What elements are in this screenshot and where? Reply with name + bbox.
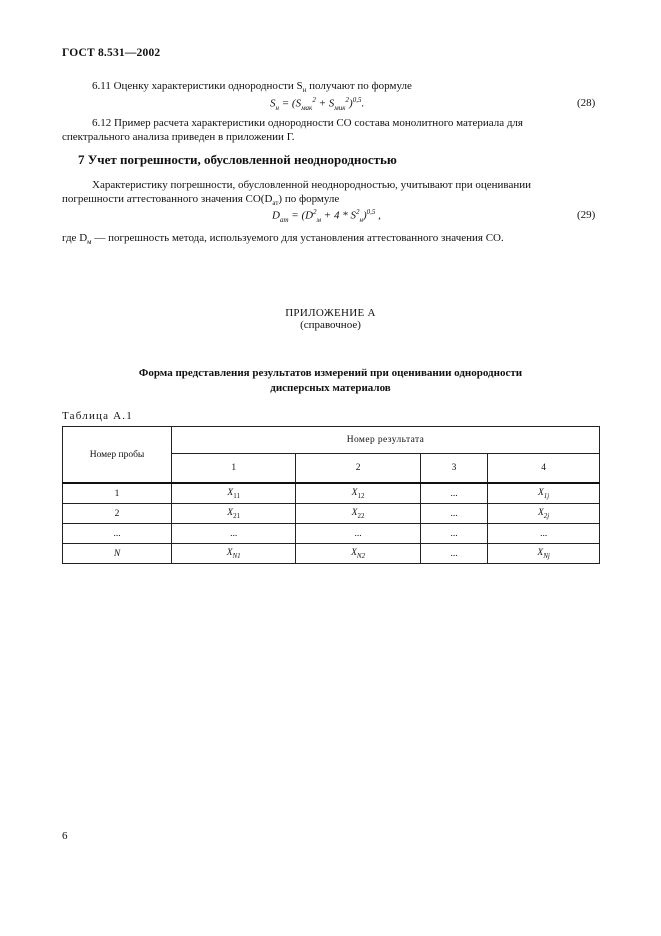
equation-number-28: (28) — [577, 97, 596, 109]
result-cell — [172, 524, 296, 544]
eq-superscript: 2 — [312, 96, 316, 104]
cell-symbol: ... — [230, 528, 238, 539]
result-cell — [488, 483, 600, 504]
cell-symbol: X — [537, 507, 544, 518]
page-number: 6 — [62, 830, 68, 842]
where-text: где D — [62, 232, 88, 244]
sample-cell: ... — [63, 524, 172, 544]
equation-number-29: (29) — [577, 209, 596, 221]
eq-superscript: 2 — [313, 208, 317, 216]
eq-subscript: мик — [334, 103, 346, 112]
cell-symbol: X — [227, 487, 234, 498]
eq-subscript: н — [359, 215, 363, 224]
result-cell — [172, 483, 296, 504]
eq-superscript: 0,5 — [352, 96, 362, 104]
table-row — [63, 524, 600, 544]
cell-subscript: 1j — [543, 491, 550, 500]
eq-symbol: D — [272, 209, 280, 222]
eq-text: , — [375, 209, 381, 222]
eq-text: = (D — [288, 209, 314, 222]
paragraph-6-12-line1: 6.12 Пример расчета характеристики однородности СО состава монолитного материала для — [92, 117, 523, 129]
subscript: м — [87, 238, 92, 247]
header-result-4: 4 — [488, 454, 600, 484]
equation-29 — [272, 208, 381, 224]
table-row — [63, 504, 600, 524]
paragraph-text: 6.11 Оценку характеристики однородности S — [92, 80, 303, 92]
result-cell — [296, 504, 420, 524]
eq-text: + 4 * S — [321, 209, 356, 222]
cell-subscript: 12 — [357, 491, 365, 500]
where-clause — [62, 231, 504, 249]
eq-subscript: м — [316, 215, 322, 224]
result-cell — [296, 483, 420, 504]
section-7-title: 7 Учет погрешности, обусловленной неоднородностью — [78, 152, 397, 167]
equation-28 — [270, 96, 364, 112]
table-caption: Таблица А.1 — [62, 410, 133, 422]
result-cell — [172, 504, 296, 524]
cell-symbol: X — [226, 547, 233, 558]
cell-subscript: 11 — [233, 491, 240, 500]
result-cell: ... — [420, 544, 487, 564]
subscript: н — [302, 86, 307, 95]
eq-text: = (S — [278, 97, 302, 110]
paragraph-7-line1: Характеристику погрешности, обусловленной неоднородностью, учитывают при оценивании — [92, 179, 532, 191]
cell-symbol: X — [227, 507, 234, 518]
paragraph-text: получают по формуле — [306, 80, 412, 92]
eq-superscript: 0,5 — [366, 208, 376, 216]
appendix-title: ПРИЛОЖЕНИЕ А — [285, 307, 376, 319]
eq-symbol: S — [270, 97, 276, 110]
paragraph-text: погрешности аттестованного значения СО(D — [62, 193, 273, 205]
header-result-1: 1 — [172, 454, 296, 484]
cell-symbol: X — [351, 487, 358, 498]
cell-subscript: 21 — [233, 511, 241, 520]
eq-text: ) — [349, 97, 353, 110]
paragraph-6-12-line2: спектрального анализа приведен в приложении Г. — [62, 131, 295, 143]
table-row — [63, 544, 600, 564]
result-cell — [488, 504, 600, 524]
paragraph-6-11 — [92, 79, 412, 97]
eq-text: + S — [315, 97, 335, 110]
eq-text: . — [361, 97, 365, 110]
appendix-heading-line2: дисперсных материалов — [270, 382, 391, 394]
sample-cell: 1 — [63, 483, 172, 504]
eq-text: ) — [362, 209, 367, 222]
result-cell: ... — [420, 524, 487, 544]
cell-subscript: N1 — [232, 551, 241, 560]
sample-cell: N — [63, 544, 172, 564]
cell-symbol: X — [351, 547, 357, 558]
document-header: ГОСТ 8.531—2002 — [62, 47, 161, 59]
cell-subscript: 2j — [543, 511, 550, 520]
header-result-3: 3 — [420, 454, 487, 484]
appendix-heading-line1: Форма представления результатов измерений при оценивании однородности — [138, 367, 523, 379]
cell-symbol: ... — [540, 528, 548, 539]
eq-superscript: 2 — [355, 208, 360, 216]
cell-subscript: 22 — [357, 511, 365, 520]
eq-subscript: мак — [301, 103, 313, 112]
eq-subscript: ат — [279, 215, 289, 224]
header-result-number: Номер результата — [172, 427, 600, 454]
subscript: ат — [272, 199, 279, 208]
sample-cell: 2 — [63, 504, 172, 524]
appendix-subtitle: (справочное) — [300, 319, 361, 331]
cell-symbol: X — [351, 507, 358, 518]
cell-symbol: ... — [354, 528, 362, 539]
result-cell: ... — [420, 483, 487, 504]
where-text: — погрешность метода, используемого для установления аттестованного значения СО. — [91, 232, 504, 244]
header-sample-number: Номер пробы — [63, 427, 172, 484]
result-cell — [296, 524, 420, 544]
header-result-2: 2 — [296, 454, 420, 484]
result-cell — [488, 524, 600, 544]
result-cell — [296, 544, 420, 564]
table-row — [63, 483, 600, 504]
cell-subscript: N2 — [356, 551, 366, 560]
paragraph-text: ) по формуле — [278, 193, 340, 205]
eq-superscript: 2 — [345, 96, 350, 104]
result-cell: ... — [420, 504, 487, 524]
result-cell — [488, 544, 600, 564]
result-cell — [172, 544, 296, 564]
cell-subscript: Nj — [543, 551, 550, 560]
eq-subscript: н — [275, 103, 279, 112]
cell-symbol: X — [537, 487, 544, 498]
results-table — [62, 426, 600, 564]
cell-symbol: X — [537, 547, 544, 558]
